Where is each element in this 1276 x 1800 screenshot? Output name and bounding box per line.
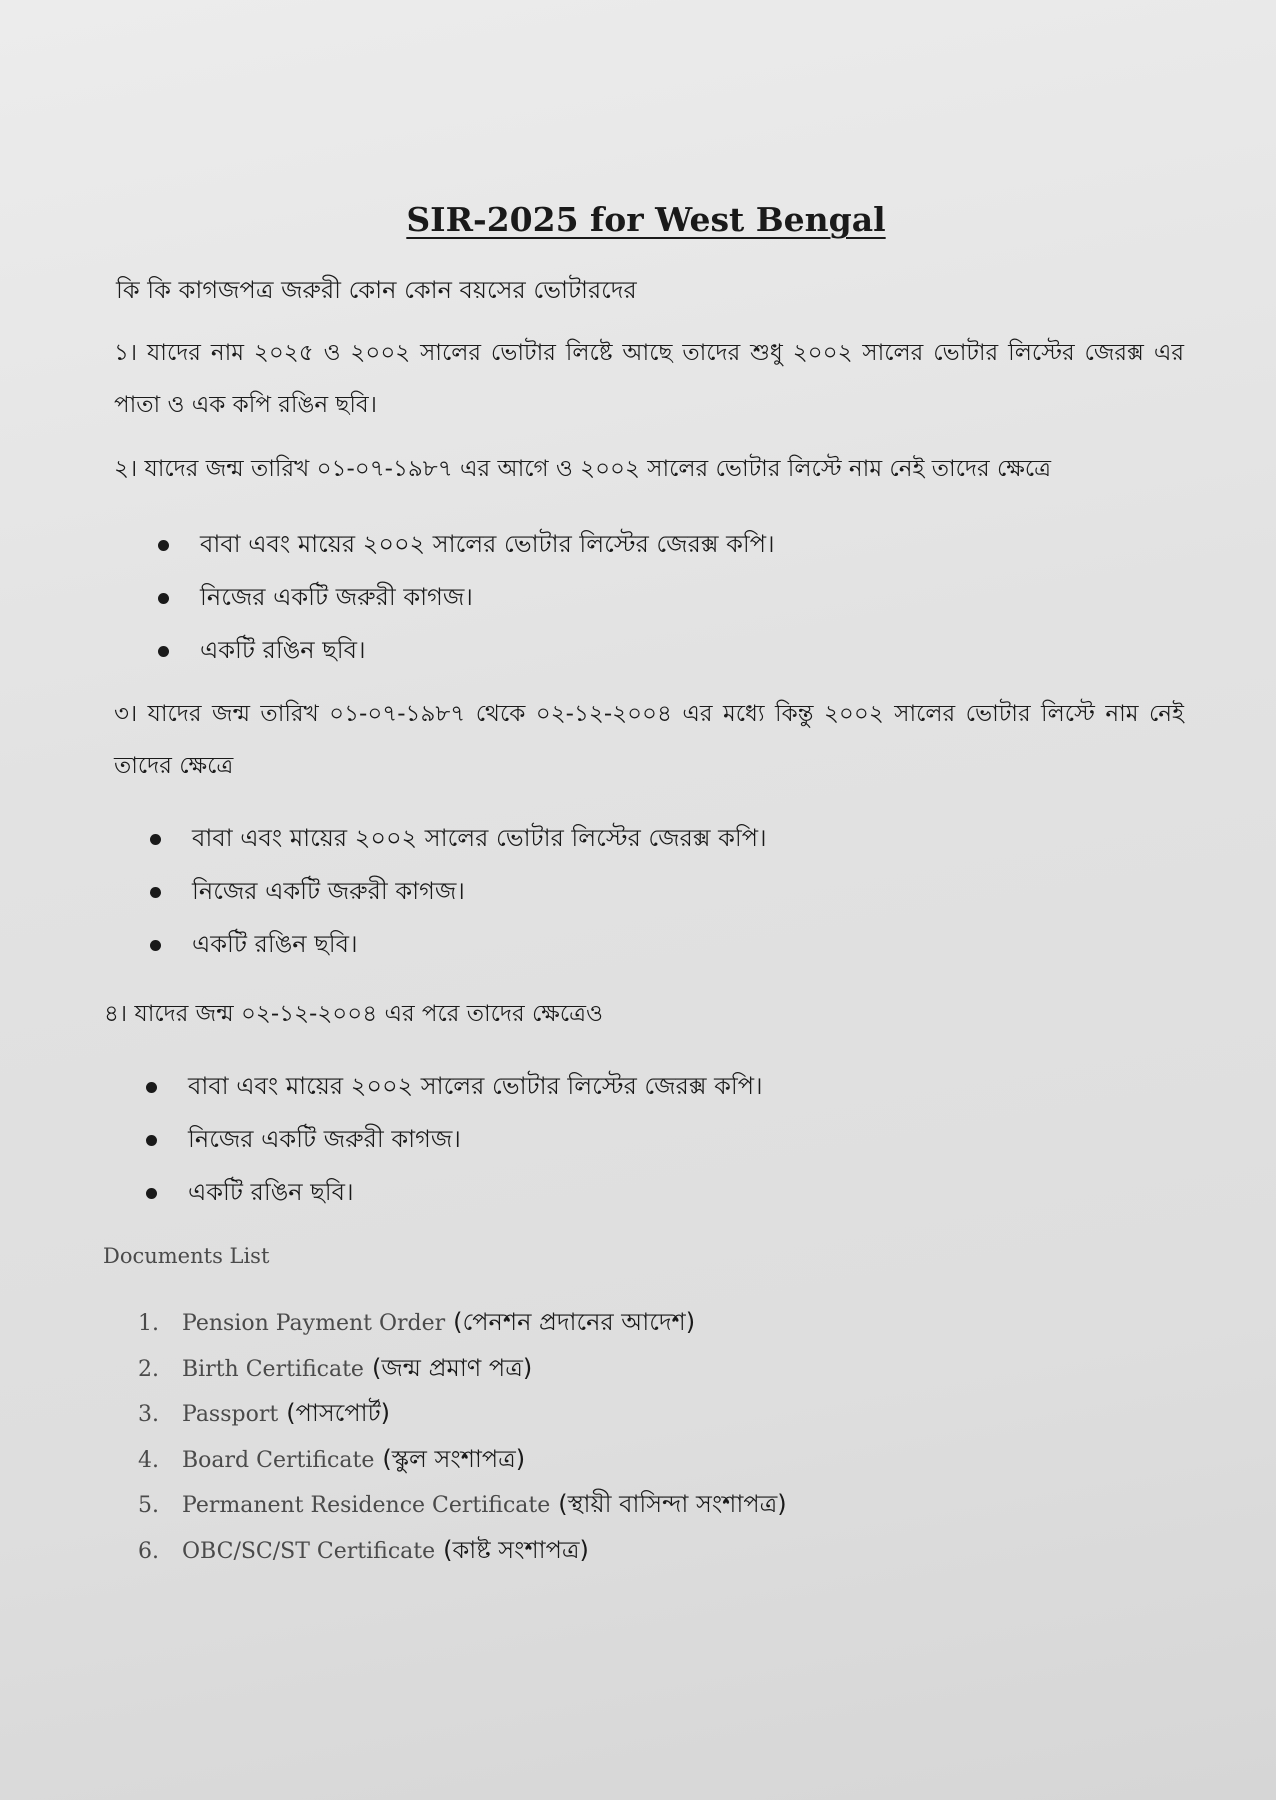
list-item: বাবা এবং মায়ের ২০০২ সালের ভোটার লিস্টের জেরক্স কপি। (158, 518, 775, 571)
list-item: নিজের একটি জরুরী কাগজ। (150, 865, 767, 918)
list-item: বাবা এবং মায়ের ২০০২ সালের ভোটার লিস্টের জেরক্স কপি। (150, 812, 767, 865)
documents-heading: Documents List (103, 1244, 270, 1268)
section-2-bullets (158, 518, 775, 677)
page-title: SIR-2025 for West Bengal (406, 200, 886, 239)
section-2-text: ২। যাদের জন্ম তারিখ ০১-০৭-১৯৮৭ এর আগে ও ২০০২ সালের ভোটার লিস্টে নাম নেই তাদের ক্ষেত্রে (114, 456, 1052, 482)
list-item: 3. Passport (পাসপোর্ট) (138, 1399, 391, 1427)
section-4-text: ৪। যাদের জন্ম ০২-১২-২০০৪ এর পরে তাদের ক্ষেত্রেও (104, 1001, 603, 1027)
bullet-dot-icon (150, 940, 161, 951)
list-item: 2. Birth Certificate (জন্ম প্রমাণ পত্র) (138, 1353, 533, 1382)
bullet-dot-icon (146, 1082, 157, 1093)
list-item: 5. Permanent Residence Certificate (স্থায়ী বাসিন্দা সংশাপত্র) (138, 1490, 787, 1518)
list-item: নিজের একটি জরুরী কাগজ। (146, 1113, 763, 1166)
list-item: 4. Board Certificate (স্কুল সংশাপত্র) (138, 1444, 526, 1473)
section-3-bullets (150, 812, 767, 971)
list-item: 1. Pension Payment Order (পেনশন প্রদানের আদেশ) (138, 1308, 696, 1336)
bullet-dot-icon (146, 1188, 157, 1199)
section-3-text: ৩। যাদের জন্ম তারিখ ০১-০৭-১৯৮৭ থেকে ০২-১২-২০০৪ এর মধ্যে কিন্তু ২০০২ সালের ভোটার লিস্টে নাম নেই তাদের ক্ষেত্রে (114, 701, 1184, 779)
bullet-dot-icon (158, 593, 169, 604)
list-item: একটি রঙিন ছবি। (146, 1166, 763, 1219)
bullet-dot-icon (158, 646, 169, 657)
bullet-dot-icon (158, 540, 169, 551)
bullet-dot-icon (150, 887, 161, 898)
bullet-dot-icon (150, 834, 161, 845)
bullet-dot-icon (146, 1135, 157, 1146)
section-1-text: ১। যাদের নাম ২০২৫ ও ২০০২ সালের ভোটার লিষ্টে আছে তাদের শুধু ২০০২ সালের ভোটার লিস্টের জেরক্স এর পাতা ও এক কপি রঙিন ছবি। (114, 340, 1184, 418)
section-4-bullets (146, 1060, 763, 1219)
list-item: একটি রঙিন ছবি। (150, 918, 767, 971)
list-item: 6. OBC/SC/ST Certificate (কাষ্ট সংশাপত্র) (138, 1535, 589, 1564)
list-item: নিজের একটি জরুরী কাগজ। (158, 571, 775, 624)
list-item: বাবা এবং মায়ের ২০০২ সালের ভোটার লিস্টের জেরক্স কপি। (146, 1060, 763, 1113)
documents-list (138, 1300, 787, 1573)
list-item: একটি রঙিন ছবি। (158, 624, 775, 677)
intro-text: কি কি কাগজপত্র জরুরী কোন কোন বয়সের ভোটারদের (116, 276, 637, 304)
